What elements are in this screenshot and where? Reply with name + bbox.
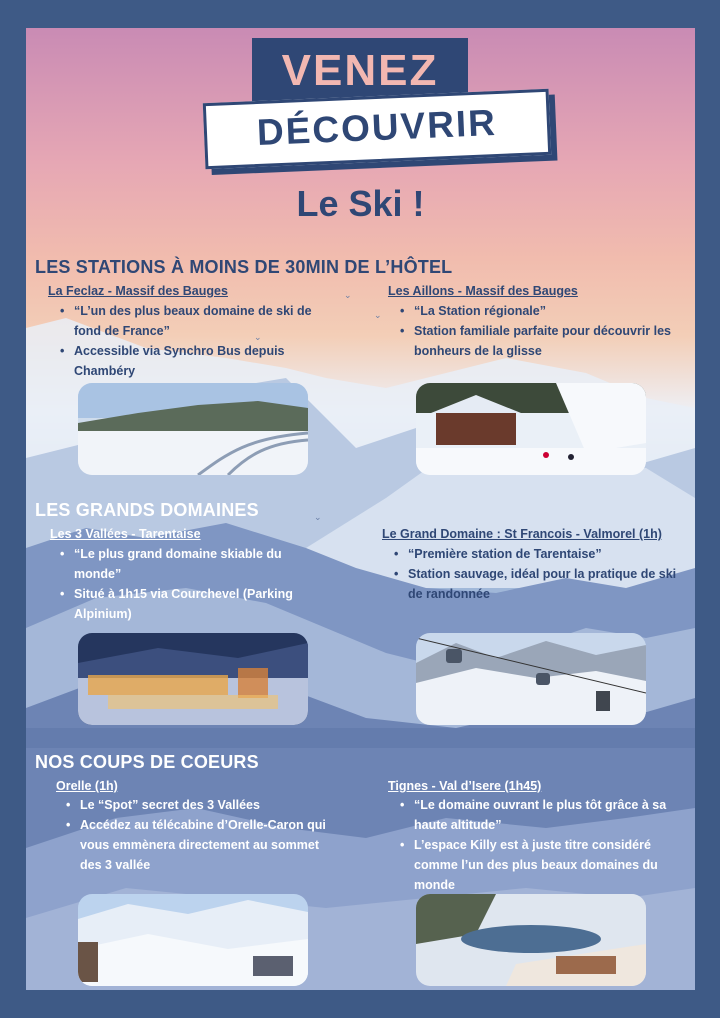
ski-village-night-image <box>78 633 308 725</box>
cross-country-ski-tracks-image <box>78 383 308 475</box>
chalet-ski-slope-image <box>416 383 646 475</box>
station-name: Les Aillons - Massif des Bauges <box>388 284 578 298</box>
lake-village-winter-image <box>416 894 646 986</box>
bullet-list <box>56 301 328 381</box>
bird-icon: ⌄ <box>314 512 322 522</box>
bullet-list <box>56 544 328 624</box>
title-venez: VENEZ <box>252 38 468 104</box>
page-title: Le Ski ! <box>296 183 425 224</box>
title-decouvrir: DÉCOUVRIR <box>203 89 551 169</box>
bullet-list <box>396 795 686 895</box>
bullet-list <box>396 301 686 361</box>
station-name: La Feclaz - Massif des Bauges <box>48 284 228 298</box>
gondola-mountains-image <box>416 633 646 725</box>
list-item: • “Première station de Tarentaise” <box>390 544 690 564</box>
station-name: Le Grand Domaine : St Francois - Valmorel (1h) <box>382 527 662 541</box>
list-item: • “Le domaine ouvrant le plus tôt grâce à sa haute altitude” <box>396 795 686 835</box>
section-title-stations: LES STATIONS À MOINS DE 30MIN DE L’HÔTEL <box>35 257 453 277</box>
section-title-domaines: LES GRANDS DOMAINES <box>35 500 259 520</box>
list-item: • Situé à 1h15 via Courchevel (Parking Alpinium) <box>56 584 328 624</box>
station-name: Orelle (1h) <box>56 779 118 793</box>
list-item: • “Le plus grand domaine skiable du monde” <box>56 544 328 584</box>
bird-icon: ⌄ <box>344 290 352 300</box>
bullet-list <box>62 795 334 875</box>
station-name: Les 3 Vallées - Tarentaise <box>50 527 201 541</box>
list-item: • “La Station régionale” <box>396 301 686 321</box>
list-item: • Station sauvage, idéal pour la pratique de ski de randonnée <box>390 564 690 604</box>
list-item: • Le “Spot” secret des 3 Vallées <box>62 795 334 815</box>
list-item: • “L’un des plus beaux domaine de ski de fond de France” <box>56 301 328 341</box>
list-item: • Accédez au télécabine d’Orelle-Caron qui vous emmènera directement au sommet des 3 vallée <box>62 815 334 875</box>
list-item: • Station familiale parfaite pour découvrir les bonheurs de la glisse <box>396 321 686 361</box>
list-item: • L’espace Killy est à juste titre considéré comme l’un des plus beaux domaines du monde <box>396 835 686 895</box>
section-title-coups-de-coeurs: NOS COUPS DE COEURS <box>35 752 259 772</box>
station-name: Tignes - Val d’Isere (1h45) <box>388 779 542 793</box>
bird-icon: ⌄ <box>374 310 382 320</box>
list-item: • Accessible via Synchro Bus depuis Chambéry <box>56 341 328 381</box>
bird-icon: ⌄ <box>254 332 262 342</box>
bullet-list <box>390 544 690 604</box>
poster <box>26 28 695 990</box>
snowy-resort-valley-image <box>78 894 308 986</box>
